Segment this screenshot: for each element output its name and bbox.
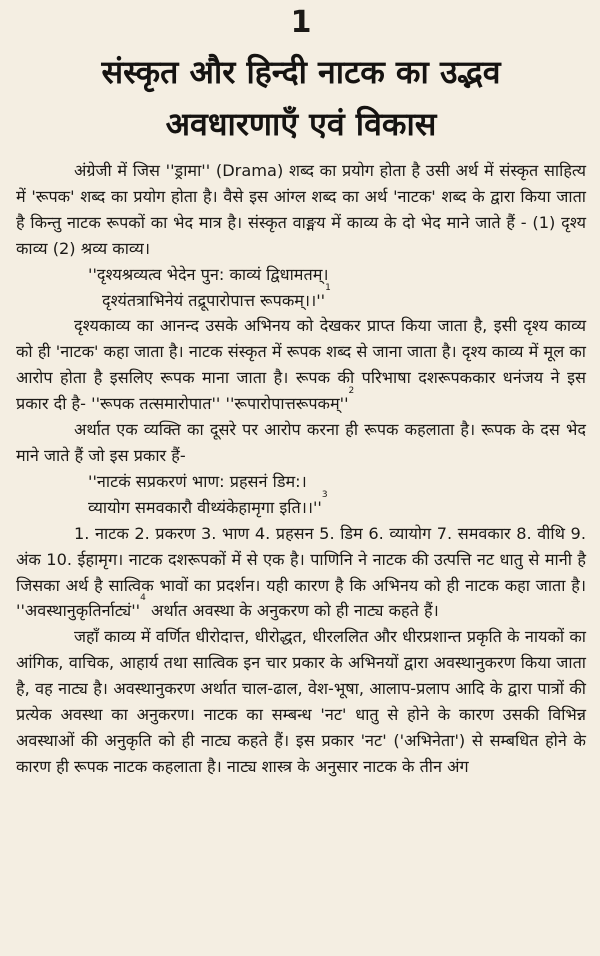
sanskrit-verse-2-line-1: ''नाटकं सप्रकरणं भाण: प्रहसनं डिम:। (88, 471, 307, 491)
paragraph-4-text: 1. नाटक 2. प्रकरण 3. भाण 4. प्रहसन 5. डिम 6. व्यायोग 7. समवकार 8. वीथि 9. अंक 10. ईहामृग। नाटक दशरूपकों में से एक है। पाणिनि ने नाटक की उत्पत्ति नट धातु से मानी है जिसका अर्थ है सात्विक भावों का प्रदर्शन। यही कारण है कि अभिनय को ही नाटक कहा जाता है। ''अवस्थानुकृतिर्नाट्यं'' (16, 523, 586, 621)
chapter-title (16, 46, 586, 150)
paragraph-5: जहाँ काव्य में वर्णित धीरोदात्त, धीरोद्धत, धीरललित और धीरप्रशान्त प्रकृति के नायकों का आंगिक, वाचिक, आहार्य तथा सात्विक इन चार प्रकार के अभिनयों द्वारा अवस्थानुकरण किया जाता है, वह नाट्य है। अवस्थानुकरण अर्थात चाल-ढाल, वेश-भूषा, आलाप-प्रलाप आदि के द्वारा पात्रों की प्रत्येक अवस्था का अनुकरण। नाटक का सम्बन्ध 'नट' धातु से होने के कारण उसकी विभिन्न अवस्थाओं की अनुकृति को ही नाट्य कहते हैं। इस प्रकार 'नट' ('अभिनेता') से सम्बधित होने के कारण ही रूपक नाटक कहलाता है। नाट्य शास्त्र के अनुसार नाटक के तीन अंग (16, 627, 586, 776)
paragraph-1: अंग्रेजी में जिस ''ड्रामा'' (Drama) शब्द का प्रयोग होता है उसी अर्थ में संस्कृत साहित्य में 'रूपक' शब्द का प्रयोग होता है। वैसे इस आंग्ल शब्द का अर्थ 'नाटक' शब्द के द्वारा किया जाता है किन्तु नाटक रूपकों का भेद मात्र है। संस्कृत वाङ्मय में काव्य के दो भेद माने जाते हैं - (1) दृश्य काव्य (2) श्रव्य काव्य। (16, 161, 586, 258)
paragraph-4 (16, 521, 586, 625)
paragraph-2-text: दृश्यकाव्य का आनन्द उसके अभिनय को देखकर प्राप्त किया जाता है, इसी दृश्य काव्य को ही 'नाटक' कहा जाता है। नाटक संस्कृत में रूपक शब्द से जाना जाता है। दृश्य काव्य में मूल का आरोप होता है इसलिए रूपक माना जाता है। रूपक की परिभाषा दशरूपककार धनंजय ने इस प्रकार दी है- ''रूपक तत्समारोपात'' ''रूपारोपात्तरूपकम्'' (16, 316, 586, 414)
sanskrit-verse-1-line-2 (16, 282, 586, 314)
sanskrit-verse-1-line-1: ''दृश्यश्रव्यत्व भेदेन पुन: काव्यं द्विधामतम्। (88, 264, 329, 284)
footnote-ref-2: 2 (348, 386, 355, 397)
paragraph-4-tail: अर्थात अवस्था के अनुकरण को ही नाट्य कहते हैं। (145, 601, 439, 621)
paragraph-3: अर्थात एक व्यक्ति का दूसरे पर आरोप करना ही रूपक कहलाता है। रूपक के दस भेद माने जाते हैं जो इस प्रकार हैं- (16, 420, 586, 465)
footnote-ref-4: 4 (140, 593, 146, 604)
sanskrit-verse-2-line-2 (16, 489, 586, 521)
paragraph-2 (16, 313, 586, 417)
chapter-title-line-1: संस्कृत और हिन्दी नाटक का उद्भव (101, 53, 501, 91)
chapter-title-line-2: अवधारणाएँ एवं विकास (165, 105, 437, 143)
footnote-ref-3: 3 (321, 489, 328, 500)
verse-text: दृश्यंतत्राभिनेयं तद्रूपारोपात्त रूपकम्।।'' (102, 290, 326, 310)
chapter-number: 1 (290, 5, 312, 40)
body-text (16, 158, 586, 780)
footnote-ref-1: 1 (325, 282, 331, 293)
verse-text: व्यायोग समवकारौ वीथ्यंकेहामृगा इति।।'' (88, 497, 322, 517)
